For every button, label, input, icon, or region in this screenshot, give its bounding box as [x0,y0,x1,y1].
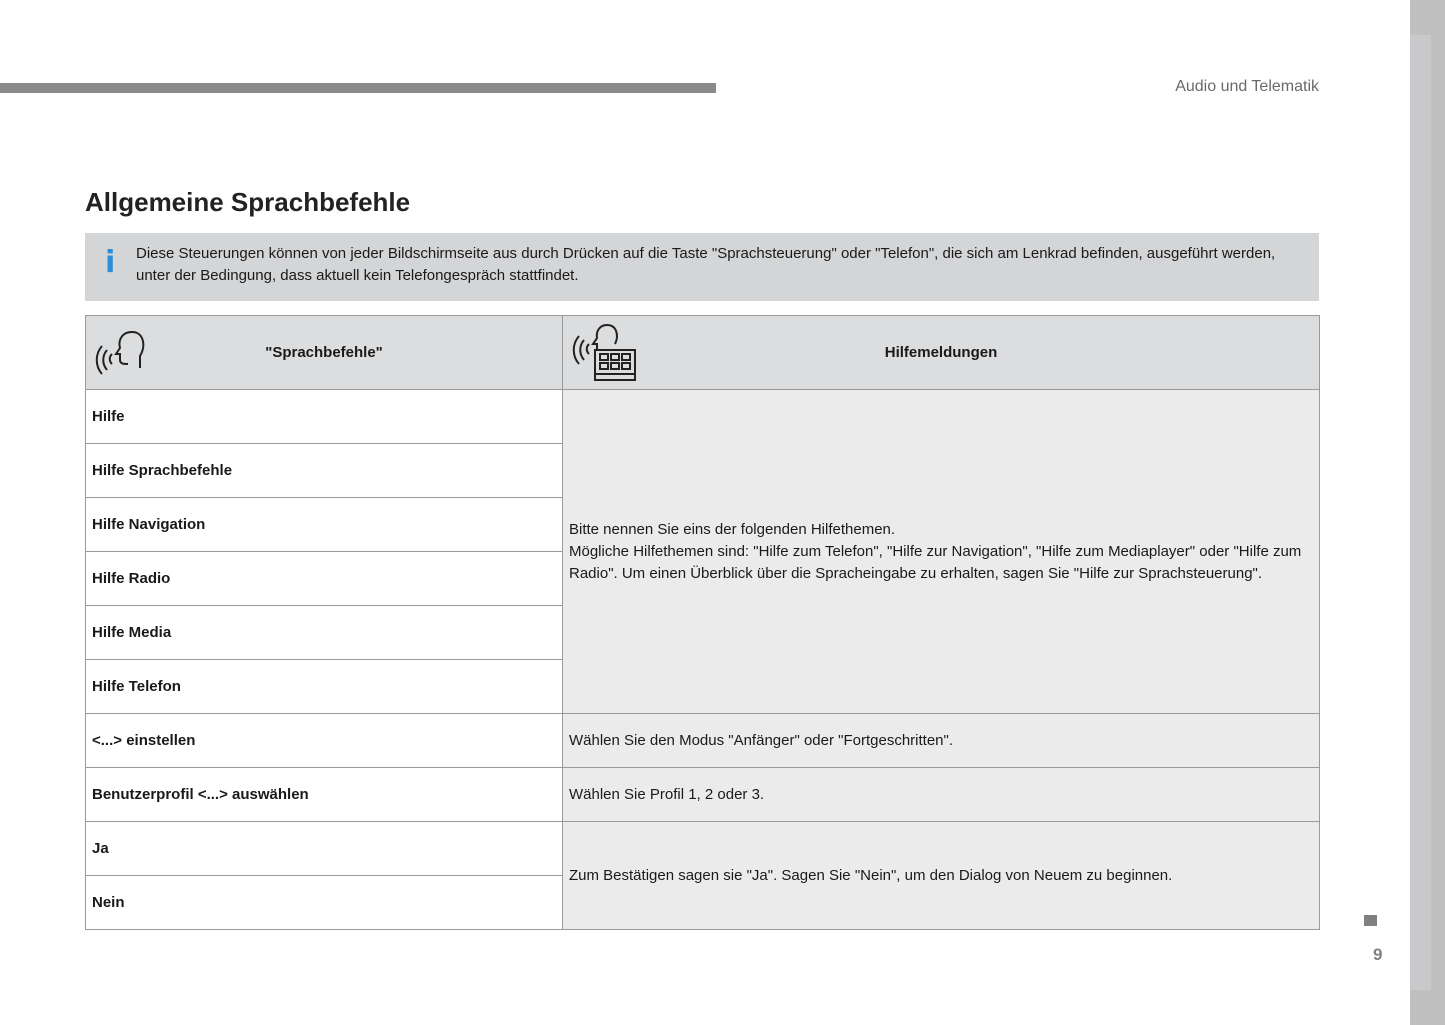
table-row [86,390,1320,444]
header-help [563,316,1320,390]
help-message-cell: Wählen Sie den Modus "Anfänger" oder "Fortgeschritten". [563,714,1320,768]
page-number: 9 [1373,945,1383,964]
info-box [85,233,1319,301]
command-cell: Benutzerprofil <...> auswählen [86,768,563,822]
command-cell: <...> einstellen [86,714,563,768]
info-text: Diese Steuerungen können von jeder Bildschirmseite aus durch Drücken auf die Taste "Sprachsteuerung" oder "Telefon", die sich am Lenkrad befinden, ausgeführt werden, unter der Bedingung, dass aktuell kein Telefongespräch stattfindet. [136,245,1276,284]
command-cell: Nein [86,876,563,930]
page-title: Allgemeine Sprachbefehle [85,187,411,217]
help-message-cell: Zum Bestätigen sagen sie "Ja". Sagen Sie "Nein", um den Dialog von Neuem zu beginnen. [563,822,1320,930]
header-commands [86,316,563,390]
voice-commands-table [85,315,1320,930]
page-marker [1364,915,1377,926]
table-header [86,316,1320,390]
header-help-label: Hilfemeldungen [884,344,998,361]
command-cell: Ja [86,822,563,876]
table-row [86,768,1320,822]
side-tab-inner [1410,35,1431,990]
header-commands-label: "Sprachbefehle" [265,344,383,361]
command-cell: Hilfe Sprachbefehle [86,444,563,498]
command-cell: Hilfe Navigation [86,498,563,552]
header-bar [0,83,716,93]
info-icon: i [105,245,116,280]
help-text-topics: Mögliche Hilfethemen sind: "Hilfe zum Telefon", "Hilfe zur Navigation", "Hilfe zum Mediaplayer" oder "Hilfe zum Radio". Um einen Überblick über die Spracheingabe zu erhalten, sagen Sie "Hilfe zur Sprachsteuerung". [569,542,1302,582]
help-message-cell [563,390,1320,714]
command-cell: Hilfe Media [86,606,563,660]
section-title: Audio und Telematik [1175,78,1319,95]
speaking-head-icon [94,326,146,378]
command-cell: Hilfe Radio [86,552,563,606]
table-row [86,822,1320,876]
table-row [86,714,1320,768]
command-cell: Hilfe Telefon [86,660,563,714]
speaking-keypad-icon [571,322,641,384]
command-cell: Hilfe [86,390,563,444]
help-text-line: Bitte nennen Sie eins der folgenden Hilfethemen. [569,520,896,538]
help-message-cell: Wählen Sie Profil 1, 2 oder 3. [563,768,1320,822]
